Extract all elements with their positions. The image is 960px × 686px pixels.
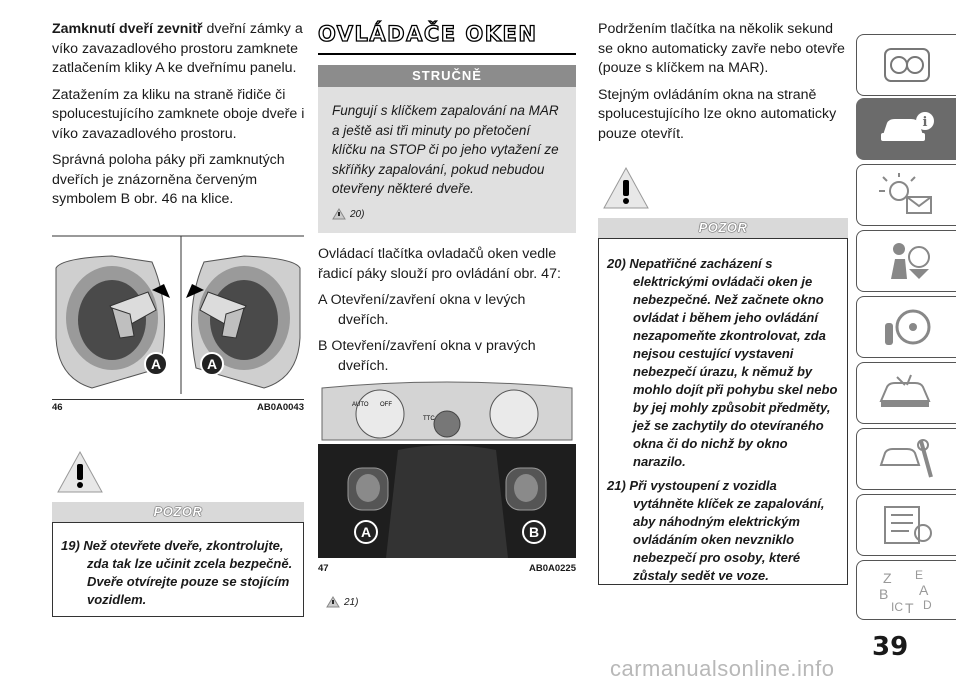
figure-number: 46 (52, 402, 63, 413)
tab-car-info[interactable] (856, 98, 956, 160)
figure-47 (318, 380, 576, 574)
paragraph-passenger-window: Stejným ovládáním okna na straně spolucestujícího lze okno automaticky pouze otevřít. (598, 86, 837, 142)
tab-lights[interactable] (856, 164, 956, 226)
warning-small-icon (326, 596, 340, 608)
reference-20 (332, 205, 562, 225)
svg-text:B: B (878, 586, 888, 602)
svg-text:i: i (922, 115, 927, 130)
svg-text:A: A (918, 582, 928, 598)
dashboard-tab-icon (881, 45, 933, 85)
tab-specs[interactable] (856, 494, 956, 556)
summary-box (318, 87, 576, 233)
svg-text:Z: Z (882, 570, 892, 586)
right-column (598, 20, 848, 151)
panel-auto-label: AUTO (352, 402, 369, 408)
figure-46 (52, 228, 304, 413)
paragraph-lock-text: dveřní zámky a víko zavazadlového prostoru zamknete zatlačením kliky A ke dveřnímu panelu. (52, 21, 303, 76)
pozor-title: POZOR (52, 502, 304, 523)
steering-tab-icon (879, 305, 935, 349)
list-item-b: B Otevření/zavření okna v pravých dveřích. (318, 338, 536, 374)
window-switches-illustration (318, 380, 576, 558)
page-number: 39 (872, 632, 909, 662)
reference-21 (326, 596, 358, 608)
door-handle-illustration (52, 228, 304, 394)
callout-a-label: A (360, 524, 372, 540)
safety-tab-icon (879, 239, 935, 283)
tab-safety[interactable] (856, 230, 956, 292)
warning-icon (602, 166, 650, 215)
svg-text:E: E (914, 568, 923, 582)
paragraph-lever-position: Správná poloha páky při zamknutých dveřích je znázorněna červeným symbolem B obr. 46 na klice. (52, 152, 285, 207)
middle-column (318, 20, 576, 383)
svg-text:IC: IC (890, 600, 903, 614)
tab-index[interactable] (856, 560, 956, 620)
index-tab-icon (877, 565, 937, 615)
section-title: OVLÁDAČE OKEN (318, 20, 576, 55)
figure-code: AB0A0225 (529, 563, 576, 574)
figure-number: 47 (318, 563, 329, 574)
paragraph-lock-inside (52, 20, 310, 79)
svg-text:T: T (904, 600, 914, 615)
summary-text: Fungují s klíčkem zapalování na MAR a ještě asi tři minuty po přetočení klíčku na STOP či po jeho vytažení ze skříňky zapalování, pokud nebudou otevřeny některé dveře. (332, 103, 559, 196)
warning-icon (56, 450, 104, 499)
callout-b-label: B (528, 524, 540, 540)
pozor-title: POZOR (598, 218, 848, 239)
pozor-item-21: 21) Při vystoupení z vozidla vytáhněte klíček ze zapalování, aby náhodným elektrickým ovládáním oken nevzniklo nebezpečí pro osoby, které zůstaly sedět ve voze. (607, 478, 825, 583)
tab-service[interactable] (856, 428, 956, 490)
watermark: carmanualsonline.info (610, 656, 835, 681)
panel-off-label: OFF (380, 402, 392, 408)
lights-tab-icon (877, 173, 937, 217)
pozor-box-19 (52, 502, 304, 617)
pozor-item-20: 20) Nepatřičné zacházení s elektrickými ovládači oken je nebezpečné. Než začnete okno ovládat i během jeho ovládání nezapomeňte zkontrolovat, zda nejsou cestující vystaveni nebezpečí úrazu, k němuž by mohlo dojít při pohybu skel nebo by jej mohly způsobit předměty, jež se zachytily do otevíraného okna či do nichž by okno narazilo. (607, 256, 838, 469)
paragraph-window-buttons: Ovládací tlačítka ovladačů oken vedle řadicí páky slouží pro ovládání obr. 47: (318, 246, 561, 282)
summary-title: STRUČNĚ (318, 65, 576, 87)
reference-21-label: 21) (344, 596, 359, 608)
svg-text:D: D (922, 598, 932, 612)
figure-47-caption (318, 563, 576, 574)
tab-dashboard[interactable] (856, 34, 956, 96)
pozor-item-19: 19) Než otevřete dveře, zkontrolujte, zda tak lze učinit zcela bezpečně. Dveře otvírejte pouze se stojícím vozidlem. (61, 538, 293, 607)
figure-code: AB0A0043 (257, 402, 304, 413)
list-item-a: A Otevření/zavření okna v levých dveřích. (318, 292, 526, 328)
pozor-box-20-21 (598, 218, 848, 585)
figure-46-caption (52, 402, 304, 413)
service-tab-icon (877, 437, 937, 481)
car-info-tab-icon (877, 109, 937, 149)
tab-steering[interactable] (856, 296, 956, 358)
left-column (52, 20, 310, 217)
tab-emergency[interactable] (856, 362, 956, 424)
callout-a-right-label: A (206, 356, 218, 372)
specs-tab-icon (879, 503, 935, 547)
paragraph-lock-heading: Zamknutí dveří zevnitř (52, 21, 203, 37)
emergency-tab-icon (877, 371, 937, 415)
paragraph-auto-window: Podržením tlačítka na několik sekund se okno automaticky zavře nebo otevře (pouze s klíčkem na MAR). (598, 21, 845, 76)
warning-small-icon (332, 208, 346, 220)
panel-ttc-label: TTC (423, 416, 435, 422)
reference-20-label: 20) (350, 208, 365, 220)
paragraph-pull-handle: Zatažením za kliku na straně řidiče či spolucestujícího zamknete oboje dveře i víko zavazadlového prostoru. (52, 86, 305, 142)
callout-a-left-label: A (150, 356, 162, 372)
